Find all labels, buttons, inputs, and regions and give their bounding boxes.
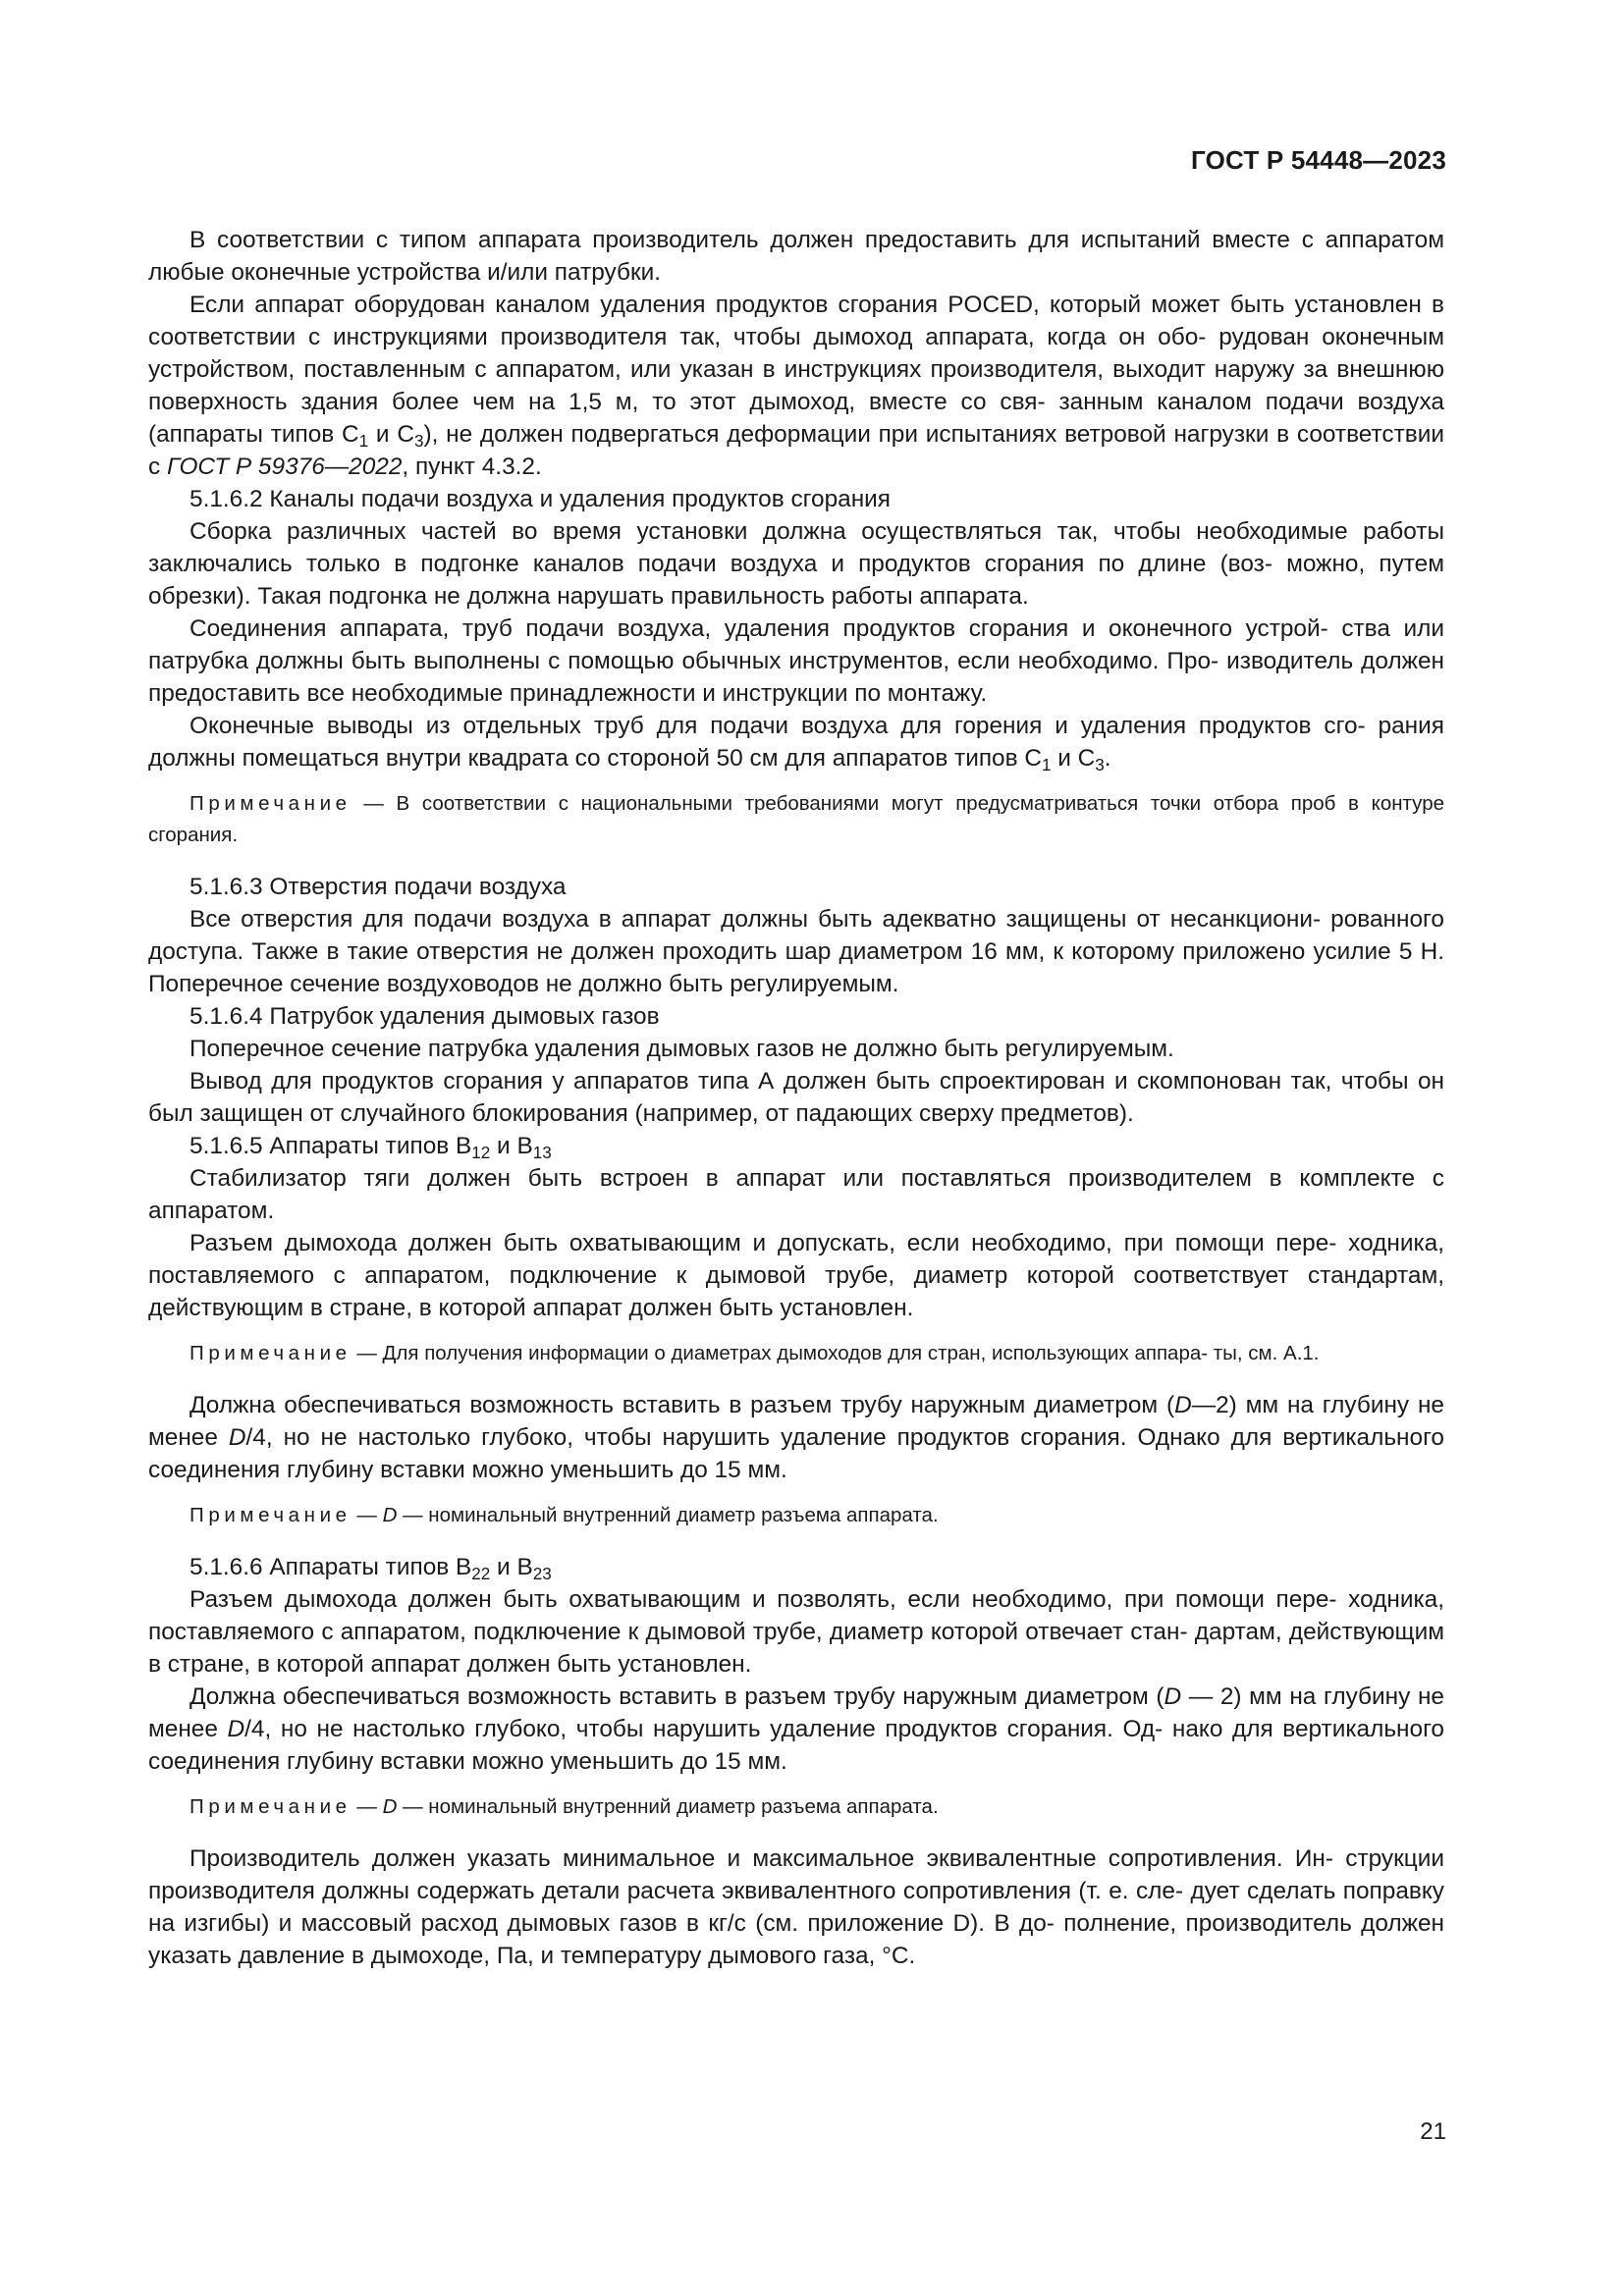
section-heading-5-1-6-6: 5.1.6.6 Аппараты типов $B_{22}$ и $B_{23}$ (189, 1554, 552, 1584)
paragraph-terminal-outlets: Оконечные выводы из отдельных труб для подачи воздуха для горения и удаления продуктов сго- рания должны помещаться внутри квадрата со стороной 50 см для аппаратов типов $C_1$ и $C_3$. (148, 713, 1444, 775)
paragraph-air-openings: Все отверстия для подачи воздуха в аппарат должны быть адекватно защищены от несанкциони- рованного доступа. Также в такие отверстия не должен проходить шар диаметром 16 мм, к которому приложено усилие 5 Н. Поперечное сечение воздуховодов не должно быть регулируемым. (148, 906, 1444, 997)
paragraph-equivalent-resistance: Производитель должен указать минимальное и максимальное эквивалентные сопротивления. Ин- струкции производителя должны содержать детали расчета эквивалентного сопротивления (т. е. сле- дует сделать поправку на изгибы) и массовый расход дымовых газов в кг/с (см. приложение D). В до- полнение, производитель должен указать давление в дымоходе, Па, и температуру дымового газа, °С. (148, 1845, 1444, 1969)
paragraph-insertion-depth: Должна обеспечиваться возможность вставить в разъем трубу наружным диаметром (D—2) мм на глубину не менее D/4, но не настолько глубоко, чтобы нарушить удаление продуктов сгорания. Однако для вертикального соединения глубину вставки можно уменьшить до 15 мм. (148, 1392, 1444, 1483)
note-label: Примечание (189, 1342, 352, 1364)
paragraph-assembly: Сборка различных частей во время установки должна осуществляться так, чтобы необходимые работы заключались только в подгонке каналов подачи воздуха и продуктов сгорания по длине (воз- можно, путем обрезки). Такая подгонка не должна нарушать правильность работы аппарата. (148, 518, 1444, 610)
section-heading-5-1-6-2: 5.1.6.2 Каналы подачи воздуха и удаления продуктов сгорания (189, 486, 892, 512)
paragraph-type-a-outlet: Вывод для продуктов сгорания у аппаратов типа А должен быть спроектирован и скомпонован так, чтобы он был защищен от случайного блокирования (например, от падающих сверху предметов). (148, 1068, 1444, 1127)
section-heading-5-1-6-3: 5.1.6.3 Отверстия подачи воздуха (189, 874, 567, 900)
paragraph-flue-section: Поперечное сечение патрубка удаления дымовых газов не должно быть регулируемым. (189, 1036, 1174, 1062)
paragraph-terminal-devices: В соответствии с типом аппарата производитель должен предоставить для испытаний вместе с аппаратом любые оконечные устройства и/или патрубки. (148, 227, 1444, 286)
paragraph-flue-socket: Разъем дымохода должен быть охватывающим и допускать, если необходимо, при помощи пере- ходника, поставляемого с аппаратом, подключение к дымовой трубе, диаметр которой соответствует стандартам, действующим в стране, в которой аппарат должен быть установлен. (148, 1230, 1444, 1321)
standard-reference: ГОСТ Р 59376—2022 (166, 454, 403, 480)
paragraph-connections: Соединения аппарата, труб подачи воздуха, удаления продуктов сгорания и оконечного устрой- ства или патрубка должны быть выполнены с помощью обычных инструментов, если необходимо. Про- изводитель должен предоставить все необходимые принадлежности и инструкции по монтажу. (148, 615, 1444, 707)
paragraph-draught-diverter: Стабилизатор тяги должен быть встроен в аппарат или поставляться производителем в комплекте с аппаратом. (148, 1165, 1444, 1224)
document-header: ГОСТ Р 54448—2023 (1191, 145, 1446, 175)
note-nominal-diameter: Примечание — D — номинальный внутренний диаметр разъема аппарата. (189, 1504, 939, 1526)
note-label: Примечание (189, 1504, 352, 1526)
section-heading-5-1-6-4: 5.1.6.4 Патрубок удаления дымовых газов (189, 1003, 660, 1030)
paragraph-flue-socket-b22: Разъем дымохода должен быть охватывающим и позволять, если необходимо, при помощи пере- ходника, поставляемого с аппаратом, подключение к дымовой трубе, диаметр которой отвечает стан- дартам, действующим в стране, в которой аппарат должен быть установлен. (148, 1586, 1444, 1678)
section-heading-5-1-6-5: 5.1.6.5 Аппараты типов $B_{12}$ и $B_{13}$ (189, 1133, 552, 1163)
note-nominal-diameter-b22: Примечание — D — номинальный внутренний диаметр разъема аппарата. (189, 1795, 939, 1818)
note-flue-diameters: Примечание — Для получения информации о диаметрах дымоходов для стран, использующих аппара- ты, см. А.1. (189, 1342, 1320, 1364)
note-label: Примечание (189, 792, 352, 815)
note-label: Примечание (189, 1795, 352, 1818)
note-sampling-points: Примечание — В соответствии с национальными требованиями могут предусматриваться точки отбора проб в контуре сгорания. (148, 792, 1444, 846)
page-number: 21 (1420, 2118, 1446, 2145)
paragraph-insertion-depth-b22: Должна обеспечиваться возможность вставить в разъем трубу наружным диаметром (D — 2) мм на глубину не менее D/4, но не настолько глубоко, чтобы нарушить удаление продуктов сгорания. Од- нако для вертикального соединения глубину вставки можно уменьшить до 15 мм. (148, 1683, 1444, 1775)
document-body (148, 224, 1444, 1972)
paragraph-poced: Если аппарат оборудован каналом удаления продуктов сгорания POCED, который может быть установлен в соответствии с инструкциями производителя так, чтобы дымоход аппарата, когда он обо- рудован оконечным устройством, поставленным с аппаратом, или указан в инструкциях производителя, выходит наружу за внешнюю поверхность здания более чем на 1,5 м, то этот дымоход, вместе со свя- занным каналом подачи воздуха (аппараты типов $C_1$ и $C_3$), не должен подвергаться деформации при испытаниях ветровой нагрузки в соответствии с ГОСТ Р 59376—2022, пункт 4.3.2. (148, 292, 1445, 480)
